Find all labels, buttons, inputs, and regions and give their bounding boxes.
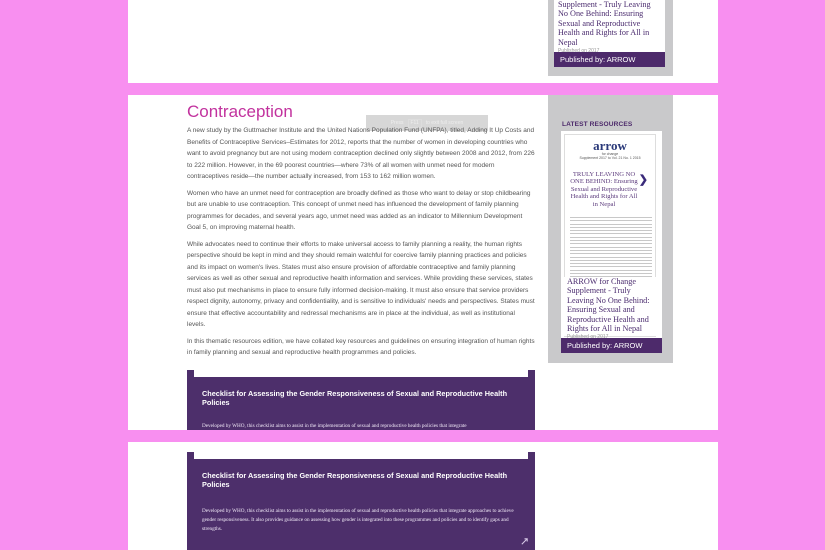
resource-card-checklist[interactable]: [187, 370, 535, 430]
paragraph: Women who have an unmet need for contraception are broadly defined as those who want to delay or stop childbearing but are unable to use contraception. This concept of unmet need has influenced the development of family planning programmes for decades, and several years ago, unmet need was added as an indicator to Millennium Development Goal 5, on improving maternal health.: [187, 189, 531, 231]
page-fragment-top: [128, 0, 718, 83]
card-title[interactable]: Checklist for Assessing the Gender Responsiveness of Sexual and Reproductive Health Policies: [202, 471, 508, 489]
resource-title[interactable]: ARROW for Change Supplement - Truly Leaving No One Behind: Ensuring Sexual and Reproductive Health and Rights for All in Nepal: [567, 277, 650, 334]
resource-title[interactable]: Supplement - Truly Leaving No One Behind: Ensuring Sexual and Reproductive Health and Rights for All in Nepal: [558, 0, 651, 47]
page-fragment-bottom: [128, 442, 718, 550]
arrow-logo: arrow: [593, 138, 627, 153]
card-description: Developed by WHO, this checklist aims to assist in the implementation of sexual and reproductive health policies that integrate: [202, 423, 467, 429]
chevron-right-icon[interactable]: ❯: [638, 174, 648, 186]
card-description: Developed by WHO, this checklist aims to assist in the implementation of sexual and reproductive health policies that integrate approaches to achieve gender responsiveness. It also provides guidance on assessing how gender is integrated into these programmes and policies and to identify gaps and strengths.: [202, 508, 514, 532]
page-main: [128, 95, 718, 430]
paragraph: In this thematic resources edition, we have collated key resources and guidelines on ensuring integration of human rights in family planning and sexual and reproductive health programmes and policies.: [187, 337, 535, 356]
paragraph: While advocates need to continue their efforts to make universal access to family planning a reality, the human rights perspective should be kept in mind and they should remain watchful for coercive family planning practices and policies and its impact on women's lives. States must also ensure provision of affordable contraceptive and family planning services as well as other sexual and reproductive health information and services. While providing these services, states must also put mechanisms in place to ensure fully informed decision-making. It must also ensure that service providers respect dignity, autonomy, privacy and confidentiality, and is sensitive to individuals' needs and perspectives. States must ensure that effective accountability and redressal mechanisms are in place at the individual, as well as institutional levels.: [187, 240, 535, 328]
card-title[interactable]: Checklist for Assessing the Gender Responsiveness of Sexual and Reproductive Health Policies: [202, 389, 508, 407]
cover-logo-sub: for change: [601, 152, 619, 156]
card-tab: [194, 370, 528, 377]
latest-resources-heading: LATEST RESOURCES: [562, 121, 633, 128]
resource-card-checklist[interactable]: [187, 452, 535, 550]
page-title: Contraception: [187, 102, 293, 121]
sidebar-latest: [548, 95, 673, 363]
cover-title: TRULY LEAVING NO ONE BEHIND: Ensuring Sexual and Reproductive Health and Rights for All in Nepal: [570, 171, 638, 208]
f11-key: F11: [408, 119, 422, 128]
resource-card-top[interactable]: [554, 0, 665, 52]
resource-info-latest[interactable]: [561, 277, 662, 336]
sidebar-top: [548, 0, 673, 76]
card-tab: [194, 452, 528, 459]
article-body: [187, 125, 535, 364]
fullscreen-press: Press: [390, 120, 404, 126]
cover-supplement: Supplement 2017 to Vol. 21 No. 1 2015: [579, 156, 641, 160]
cover-header: [565, 135, 655, 161]
published-by-bar: Published by: ARROW: [554, 52, 665, 67]
paragraph: A new study by the Guttmacher Institute and the United Nations Population Fund (UNFPA), titled, Adding It Up Costs and Benefits of Contraceptive Services–Estimates for 2012, reports that the number of women in developing countries who want to avoid pregnancy but are not using modern contraception declined only slightly between 2008 and 2012, from 226 to 222 million. However, in the 69 poorest countries—where 73% of all women with unmet need for modern contraceptives reside—the number actually increased, from 153 to 162 million women.: [187, 127, 535, 180]
published-by-bar: Published by: ARROW: [561, 338, 662, 353]
fullscreen-text: to exit full screen: [425, 120, 464, 126]
link-icon[interactable]: [520, 537, 529, 546]
